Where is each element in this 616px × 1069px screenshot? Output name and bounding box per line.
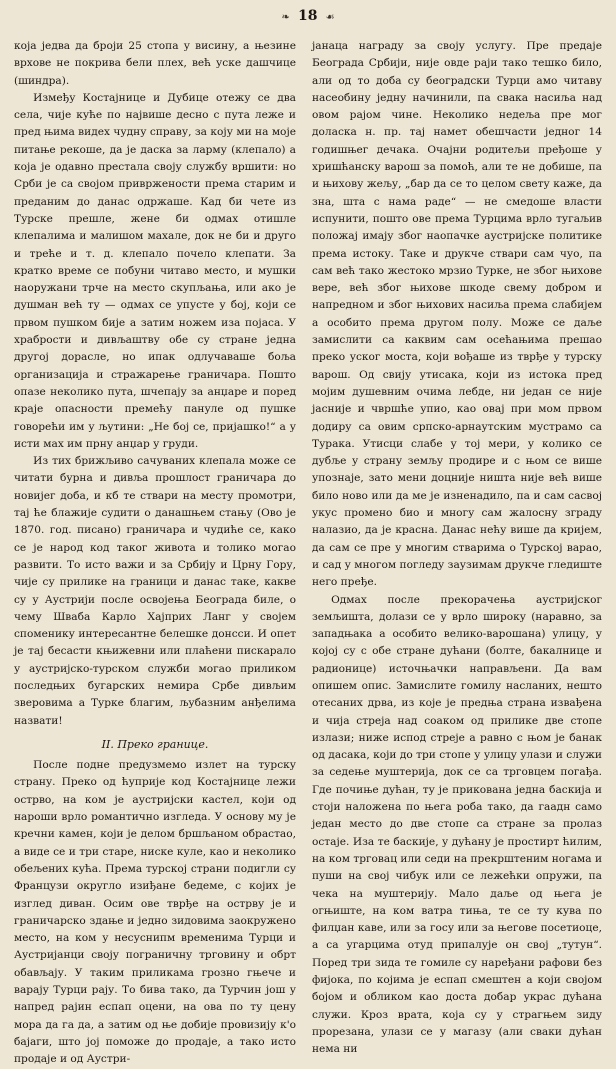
page-header: [0, 6, 616, 26]
ornament-left-icon: ❧: [281, 12, 290, 23]
ornament-right-icon: ☙: [325, 12, 335, 23]
paragraph: која једва да броји 25 стопа у висину, а њезине врхове не покрива бели плех, већ уске дашчице (шиндра).: [14, 40, 296, 87]
paragraph: Између Костајнице и Дубице отежу се два села, чије куће по највише десно с пута леже и пред њима видех чудну справу, за коју ми на моје питање рекоше, да је даска за ларму (клепало) а која је одавно престала своју службу вршити: но Срби је са својом привржености према старим и преданим до данас одржаше. Кад би чете из Турске прешле, жене би одмах отишле клепалима и малишом махале, док не би и друго и треће и т. д. клепало почело клепати. За кратко време се побуни читаво место, и мушки наоружани трче на место скупљања, или ако је душман већ ту — одмах се упусте у бој, који се првом пушком бије а затим ножем иза појаса. У храбрости и дивљаштву обе су стране једна другој дорасле, но ипак одлучаваше боља организација и стражарење граничара. Пошто опазе неколико пута, шчепају за анџаре и поред краје опасности премећу пануле од пушке говорећи им у љутини: „Не бој се, пријашко!“ а у исти мах им прну анџар у груди.: [14, 91, 296, 450]
paragraph: После подне предузмемо излет на турску страну. Преко од ћуприје код Костајнице лежи острво, на ком је аустријски кастел, који од нароши врло романтично изгледа. У основу му је кречни камен, који је делом бршљаном обрастао, а виде се и три старе, ниске куле, као и неколико обељених кућа. Према турској страни подигли су Французи округло изиђане бедеме, с којих је изглед диван. Осим ове тврђе на острву је и граничарско здање и једно зидовима заокружено место, на ком у несуснипм временима Турци и Аустријанци своју пограничну трговину и обрт обављају. У таким приликама грозно гњече и варају Турци рају. То бива тако, да Турчин још у напред рајин еспап оцени, на ова по ту цену мора да га да, а затим од ње добије провизију к'о бајаги, што јој поможе до продаје, а тако исто продаје и од Аустри-: [14, 759, 296, 1066]
page-number: 18: [297, 8, 318, 24]
right-column: [312, 38, 603, 1056]
section-title: II. Преко границе.: [101, 737, 209, 751]
paragraph: јанаца награду за своју услугу. Пре предаје Београда Србији, није овде раји тако тешко било, али од то доба су београдски Турци амо читаву насеобину једну начинили, па свака насиља над овом рајом чине. Неколико недеља пре мог доласка н. пр. тај намет обешчасти једног 14 годишњег дечака. Очајни родитељи пређоше у хришћанску варош за помоћ, али те не добише, па и њихову жељу, „бар да се то целом свету каже, да зна, шта с нама раде“ — не смедоше власти испунити, пошто ове према Турцима врло тугаљив положај имају због наопачке аустријске политике према истоку. Таке и друкче ствари сам чуо, па сам већ тако жестоко мрзио Турке, не због њихове вере, већ због њихове шкоде свему добром и напредном и због њихових насиља према слабијем а особито према другом полу. Може се даље замислити са каквим сам осећањима прешао преко уског моста, који вођаше из тврђе у турску варош. Од свију утисака, који из истока пред мојим душевним очима лебде, ни један се није јасније и чвршће упио, као овај при мом првом додиру са овим српско-арнаутским мустрамо са Турака. Утисци слабе у тој мери, у колико се дубље у страну земљу продире и с њом се више упознаје, зато мени доцније ништа није већ више било ново или да ме је изненадило, па и сам сасвој укус промено био и многу сам жалосну зграду налазио, да је красна. Данас нећу више да кријем, да сам се пре у многим стварима о Турској варао, и сад у многом погледу заузимам друкче гледиште него пређе.: [312, 40, 602, 589]
left-column: [14, 38, 296, 1066]
column-divider: [304, 38, 305, 808]
paragraph: Одмах после прекорачења аустријског земљишта, долази се у врло широку (наравно, за западњака а особито велико-варошана) улицу, у којој су с обе стране дућани (болте, бакалнице и радионице) источњачки направљени. Да вам опишем опис. Замислите гомилу насланих, нешто отесаних дрва, из које је предња страна извађена и чија стреја над соаком од прилике две стопе излази; ниже испод стреје а равно с њом је банак од дасака, који до три стопе у улицу улази и служи за седење муштерија, док се са трговцем погађа. Где почиње дућан, ту је приковaна једна баскија и стоји наложена по њега роба тако, да гаадн само један место до две стопе са стране за пролаз остаје. Иза те баскије, у дућану је простирт ћилим, на ком трговац или седи на прекрштеним ногама и пуши на свој чибук или се лежећки опружи, па чека на муштерију. Мало даље од њега је огњиште, на ком ватра тиња, те се ту кува по филџан каве, или за госу или за његове посетиоце, а са угарцима отуд припалује он свој „тутун“. Поред три зида те гомиле су наређани рафови без фијока, по којима је еспап смештен а који својом бојом и обликом као доста добар украс дућана служи. Кроз врата, која су у страгњем зиду прорезана, улази се у магазу (али сваки дућан нема ни: [312, 593, 603, 1056]
paragraph: Из тих брижљиво сачуваних клепала може се читати бурна и дивља прошлост граничара до новијег доба, и кб те ствари на месту промотри, тај ће блажије судити о данашњем стању (Ово је 1870. год. писано) граничара и чудиће се, како се је народ код таког живота и толико могао развити. То исто важи и за Србију и Црну Гору, чије су прилике на граници и данас таке, какве су у Аустрији после освојења Београда биле, о чему Шваба Карло Хајприх Ланг у своjем споменику интересантне белешке донсси. И опет је тај бесасти књижевни или плаћени пискарало у аустријско-турском служби могао приликом последњих бугарских немира Србе дивљим зверовима а Турке благим, љубазним анђелима назвати!: [14, 455, 296, 727]
